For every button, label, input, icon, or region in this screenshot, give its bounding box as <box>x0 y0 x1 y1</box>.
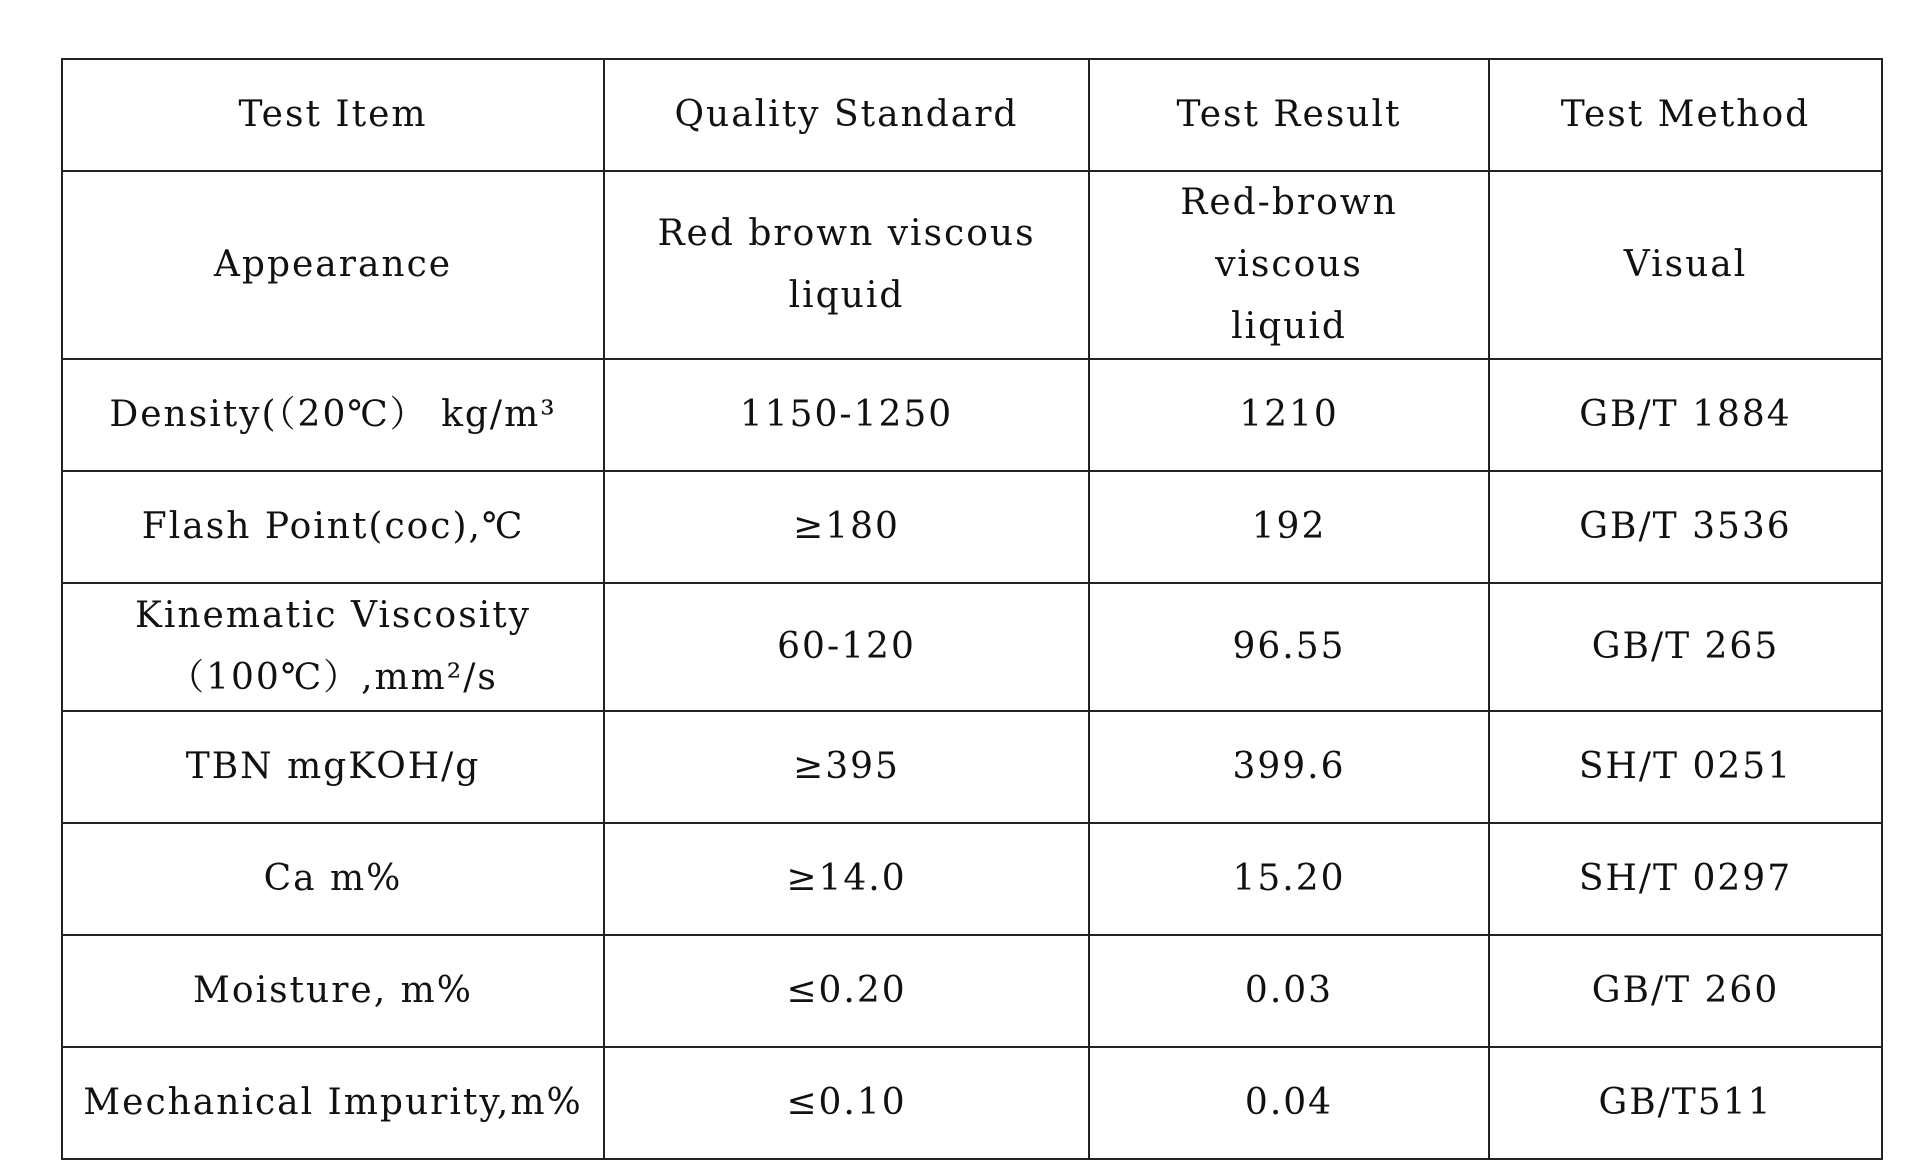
cell-text: GB/T 1884 <box>1579 394 1792 435</box>
cell-test-method <box>1489 823 1882 935</box>
table-row <box>62 583 1882 711</box>
cell-quality-standard <box>604 711 1089 823</box>
cell-test-method <box>1489 1047 1882 1159</box>
header-quality-standard: Quality Standard <box>604 59 1089 171</box>
cell-text: ≤0.10 <box>786 1082 907 1123</box>
cell-text: ≥180 <box>793 506 900 547</box>
cell-text: ≤0.20 <box>786 970 907 1011</box>
cell-quality-standard <box>604 471 1089 583</box>
cell-test-method <box>1489 471 1882 583</box>
cell-test-method <box>1489 711 1882 823</box>
table-header-row <box>62 59 1882 171</box>
header-test-result: Test Result <box>1089 59 1489 171</box>
cell-test-item <box>62 583 604 711</box>
cell-test-item <box>62 823 604 935</box>
table-row <box>62 711 1882 823</box>
cell-text: 192 <box>1251 506 1327 547</box>
cell-text: Appearance <box>213 244 453 285</box>
cell-text: GB/T 260 <box>1591 970 1780 1011</box>
cell-test-item <box>62 1047 604 1159</box>
cell-test-result <box>1089 711 1489 823</box>
table-row <box>62 471 1882 583</box>
cell-quality-standard <box>604 935 1089 1047</box>
cell-text: ≥14.0 <box>786 858 907 899</box>
cell-text: Density(（20℃） kg/m³ <box>109 394 557 435</box>
cell-test-result <box>1089 583 1489 711</box>
cell-test-item <box>62 359 604 471</box>
cell-text: Red brown viscous liquid <box>657 213 1036 316</box>
cell-text: Red-brown viscous liquid <box>1180 182 1398 347</box>
cell-text: 399.6 <box>1232 746 1346 787</box>
cell-text: Ca m% <box>263 858 403 899</box>
cell-text: Visual <box>1623 244 1748 285</box>
table-row <box>62 823 1882 935</box>
cell-text: Moisture, m% <box>193 970 473 1011</box>
cell-text: GB/T 3536 <box>1579 506 1792 547</box>
cell-test-method <box>1489 935 1882 1047</box>
cell-text: 1210 <box>1239 394 1339 435</box>
table-row <box>62 935 1882 1047</box>
cell-quality-standard <box>604 171 1089 359</box>
cell-test-result <box>1089 171 1489 359</box>
table-row <box>62 1047 1882 1159</box>
cell-text: SH/T 0297 <box>1578 858 1793 899</box>
cell-quality-standard <box>604 359 1089 471</box>
cell-text: 15.20 <box>1232 858 1346 899</box>
cell-test-method <box>1489 171 1882 359</box>
cell-text: 0.04 <box>1244 1082 1334 1123</box>
cell-test-method <box>1489 583 1882 711</box>
cell-text: 1150-1250 <box>739 394 954 435</box>
cell-test-method <box>1489 359 1882 471</box>
specification-table <box>61 58 1883 1160</box>
cell-test-result <box>1089 471 1489 583</box>
cell-text: 0.03 <box>1244 970 1334 1011</box>
cell-text: ≥395 <box>793 746 900 787</box>
cell-quality-standard <box>604 823 1089 935</box>
cell-test-result <box>1089 359 1489 471</box>
table-row <box>62 359 1882 471</box>
header-test-item: Test Item <box>62 59 604 171</box>
cell-text: TBN mgKOH/g <box>185 746 481 787</box>
cell-test-item <box>62 471 604 583</box>
cell-test-result <box>1089 823 1489 935</box>
cell-text: 60-120 <box>777 626 916 667</box>
table-row <box>62 171 1882 359</box>
cell-text: Flash Point(coc),℃ <box>141 506 525 547</box>
cell-quality-standard <box>604 583 1089 711</box>
cell-text: 96.55 <box>1232 626 1346 667</box>
cell-text: Kinematic Viscosity （100℃）,mm²/s <box>134 595 532 698</box>
cell-text: GB/T 265 <box>1591 626 1780 667</box>
cell-test-result <box>1089 935 1489 1047</box>
header-test-method: Test Method <box>1489 59 1882 171</box>
cell-quality-standard <box>604 1047 1089 1159</box>
cell-text: GB/T511 <box>1598 1082 1773 1123</box>
cell-test-item <box>62 935 604 1047</box>
cell-test-item <box>62 171 604 359</box>
cell-text: SH/T 0251 <box>1578 746 1793 787</box>
cell-test-item <box>62 711 604 823</box>
cell-text: Mechanical Impurity,m% <box>83 1082 583 1123</box>
cell-test-result <box>1089 1047 1489 1159</box>
